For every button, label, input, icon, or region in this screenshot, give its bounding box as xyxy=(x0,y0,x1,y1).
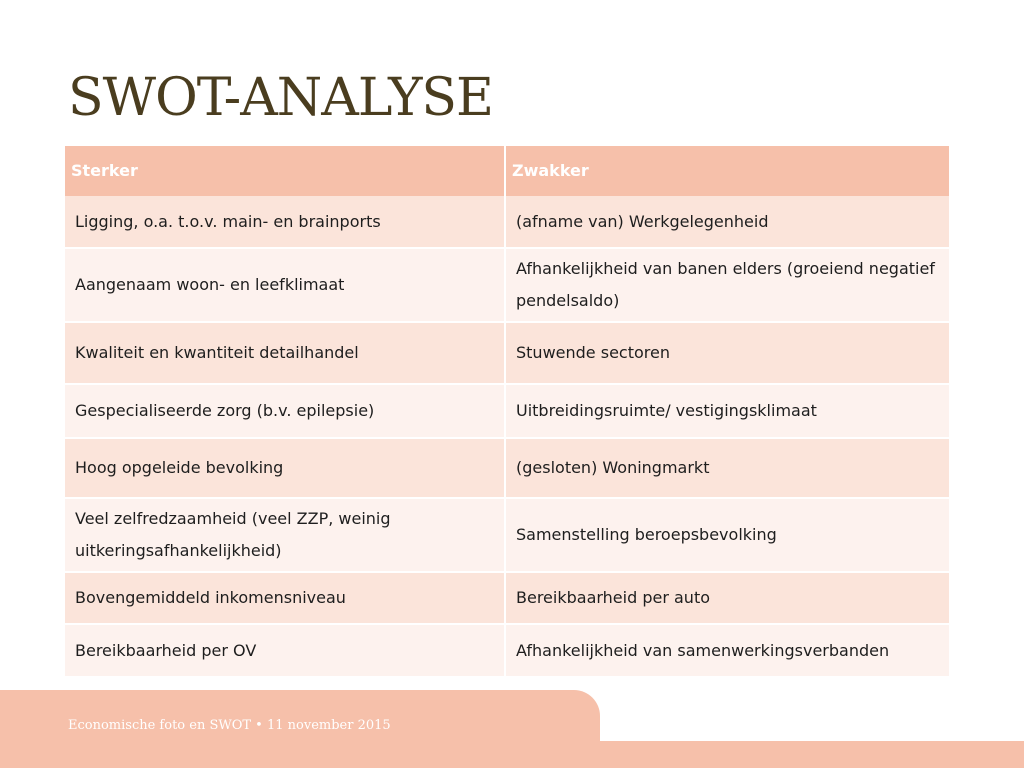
zwakker-cell: Uitbreidingsruimte/ vestigingsklimaat xyxy=(505,384,949,438)
zwakker-cell: Bereikbaarheid per auto xyxy=(505,572,949,624)
zwakker-cell: (gesloten) Woningmarkt xyxy=(505,438,949,498)
table-row xyxy=(65,384,949,438)
table-row xyxy=(65,196,949,248)
table-row xyxy=(65,498,949,572)
swot-table xyxy=(65,146,949,676)
zwakker-cell: Stuwende sectoren xyxy=(505,322,949,384)
sterker-cell: Kwaliteit en kwantiteit detailhandel xyxy=(65,322,505,384)
sterker-cell: Gespecialiseerde zorg (b.v. epilepsie) xyxy=(65,384,505,438)
table-row xyxy=(65,624,949,676)
table-row xyxy=(65,322,949,384)
zwakker-cell: Samenstelling beroepsbevolking xyxy=(505,498,949,572)
zwakker-cell: Afhankelijkheid van samenwerkingsverbanden xyxy=(505,624,949,676)
table-row xyxy=(65,572,949,624)
table-row xyxy=(65,248,949,322)
table-header-row xyxy=(65,146,949,196)
table-row xyxy=(65,438,949,498)
footer-text: Economische foto en SWOT • 11 november 2015 xyxy=(68,718,391,733)
sterker-cell: Aangenaam woon- en leefklimaat xyxy=(65,248,505,322)
header-zwakker: Zwakker xyxy=(505,146,949,196)
sterker-cell: Veel zelfredzaamheid (veel ZZP, weinig uitkeringsafhankelijkheid) xyxy=(65,498,505,572)
zwakker-cell: (afname van) Werkgelegenheid xyxy=(505,196,949,248)
sterker-cell: Bovengemiddeld inkomensniveau xyxy=(65,572,505,624)
header-sterker: Sterker xyxy=(65,146,505,196)
slide-title: SWOT-ANALYSE xyxy=(68,68,493,128)
sterker-cell: Ligging, o.a. t.o.v. main- en brainports xyxy=(65,196,505,248)
zwakker-cell: Afhankelijkheid van banen elders (groeiend negatief pendelsaldo) xyxy=(505,248,949,322)
sterker-cell: Hoog opgeleide bevolking xyxy=(65,438,505,498)
sterker-cell: Bereikbaarheid per OV xyxy=(65,624,505,676)
